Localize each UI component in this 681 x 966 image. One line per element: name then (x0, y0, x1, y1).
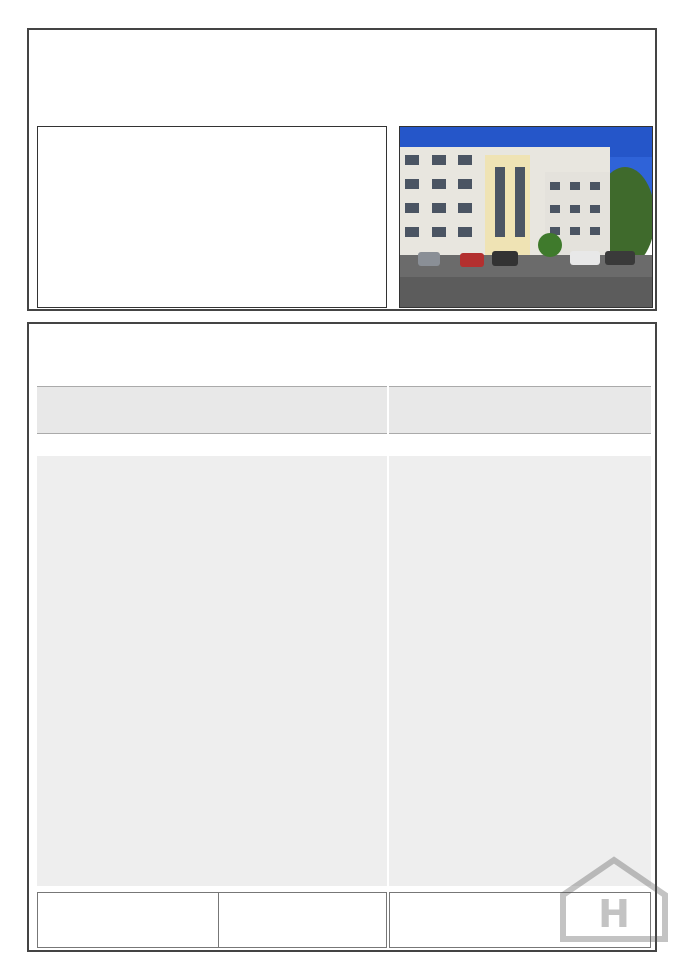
envelope-value-row (250, 222, 254, 234)
footer-left (37, 892, 387, 948)
unit-row (37, 438, 387, 450)
svg-text:H: H (598, 892, 630, 936)
building-photo (399, 126, 653, 308)
footer-divider (218, 893, 219, 947)
shape-value-row (278, 249, 282, 261)
reality-watermark-logo (553, 855, 675, 961)
right-scale-area (389, 456, 651, 886)
building-info (37, 126, 387, 308)
certificate-header-panel (27, 28, 657, 311)
left-column-header (37, 386, 387, 434)
street-row (46, 141, 52, 153)
right-column-header (389, 386, 651, 434)
left-scale-area (37, 456, 387, 886)
psc-row (46, 169, 52, 181)
type-row (46, 195, 52, 207)
area-row (46, 276, 54, 288)
